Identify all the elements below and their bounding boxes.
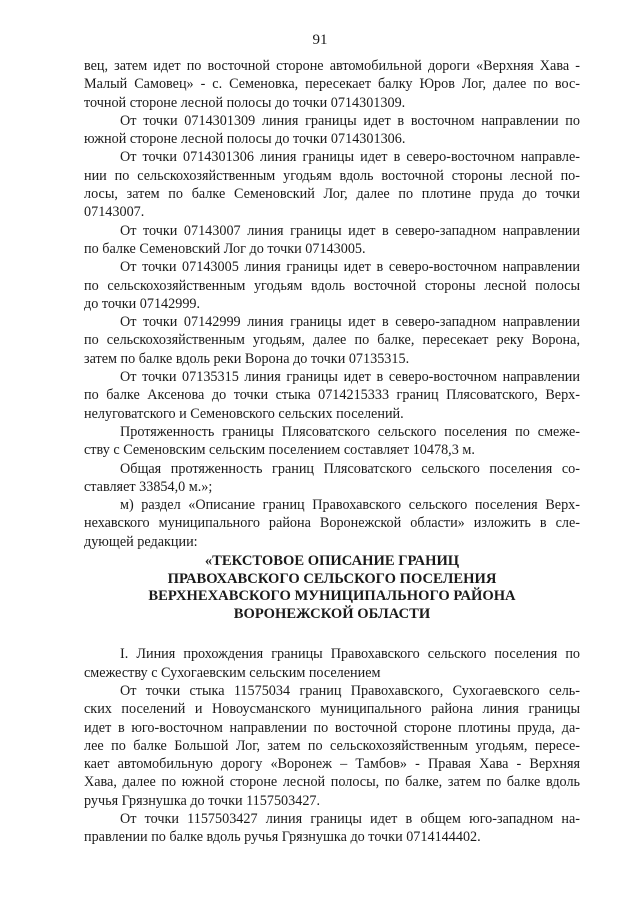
text-line: ручья Грязнушка до точки 1157503427. [84,792,321,809]
paragraph-point-07142999 [84,313,580,368]
text-line: ских поселений и Новоусманского муниципального района линия границы [84,701,580,718]
document-body [84,57,580,847]
text-line: ству с Семеновским сельским поселением составляет 10478,3 м. [84,442,475,459]
text-line: по сельскохозяйственным угодьям вдоль восточной стороны лесной полосы [84,277,580,294]
text-line: идет в юго-восточном направлении по восточной стороне плотины пруда, да- [84,719,580,736]
page-number: 91 [312,32,328,48]
text-line: нелуговатского и Семеновского сельских поселений. [84,405,404,422]
text-line: От точки 07143005 линия границы идет в северо-восточном направлении [120,259,580,276]
paragraph-point-0714301309 [84,112,580,149]
paragraph-point-07143007 [84,222,580,259]
spacer [84,627,580,645]
text-line: Хава, далее по южной стороне лесной полосы, по балке, затем по балке вдоль [84,774,580,791]
text-line: ставляет 33854,0 м.»; [84,478,213,495]
text-line: I. Линия прохождения границы Правохавского сельского поселения по [120,646,580,663]
heading-line: ВОРОНЕЖСКОЙ ОБЛАСТИ [233,605,431,622]
text-line: От точки 0714301306 линия границы идет в северо-восточном направле- [120,149,580,166]
text-line: нии по сельскохозяйственным угодьям вдоль восточной стороны лесной по- [84,167,580,184]
continuation-paragraph [84,57,580,112]
text-line: вец, затем идет по восточной стороне автомобильной дороги «Верхняя Хава - [84,58,580,74]
text-line: От точки 1157503427 линия границы идет в общем юго-западном на- [120,811,580,828]
text-line: лее по балке Большой Лог, затем по сельскохозяйственным угодьям, пересе- [84,737,580,754]
text-line: правлении по балке вдоль ручья Грязнушка до точки 0714144402. [84,829,481,846]
text-line: От точки 07142999 линия границы идет в северо-западном направлении [120,314,580,331]
text-line: От точки 07143007 линия границы идет в северо-западном направлении [120,222,580,239]
paragraph-point-11575034 [84,682,580,810]
text-line: От точки стыка 11575034 границ Правохавского, Сухогаевского сель- [120,682,580,699]
paragraph-point-07143005 [84,258,580,313]
text-line: до точки 07142999. [84,295,201,312]
text-line: по балке Аксенова до точки стыка 0714215333 границ Плясоватского, Верх- [84,387,580,404]
text-line: Малый Самовец» - с. Семеновка, пересекает балку Юров Лог, далее по вос- [84,76,580,93]
section-heading [84,553,580,623]
heading-line: ВЕРХНЕХАВСКОГО МУНИЦИПАЛЬНОГО РАЙОНА [148,588,516,605]
text-line: Общая протяженность границ Плясоватского сельского поселения со- [120,460,580,477]
text-line: по балке Семеновский Лог до точки 07143005. [84,240,366,257]
paragraph-point-1157503427 [84,810,580,847]
text-line: дующей редакции: [84,533,198,550]
text-line: нехавского муниципального района Воронежской области» изложить в сле- [84,515,580,532]
text-line: От точки 0714301309 линия границы идет в восточном направлении по [120,112,580,129]
heading-line: ПРАВОХАВСКОГО СЕЛЬСКОГО ПОСЕЛЕНИЯ [167,570,497,587]
paragraph-point-0714301306 [84,148,580,221]
paragraph-total-length [84,460,580,497]
text-line: Протяженность границы Плясоватского сельского поселения по смеже- [120,423,580,440]
text-line: м) раздел «Описание границ Правохавского сельского поселения Верх- [120,497,580,514]
text-line: точной стороне лесной полосы до точки 0714301309. [84,94,406,111]
text-line: От точки 07135315 линия границы идет в северо-восточном направлении [120,369,580,386]
paragraph-section-m [84,496,580,551]
text-line: затем по балке вдоль реки Ворона до точки 07135315. [84,350,410,367]
text-line: южной стороне лесной полосы до точки 0714301306. [84,131,406,148]
text-line: кает автомобильную дорогу «Воронеж – Тамбов» - Правая Хава - Верхняя [84,756,580,773]
heading-line: «ТЕКСТОВОЕ ОПИСАНИЕ ГРАНИЦ [204,553,460,570]
text-line: лосы, затем по балке Семеновский Лог, далее по плотине пруда до точки [84,186,580,203]
paragraph-section-1-title [84,645,580,682]
text-line: по сельскохозяйственным угодьям, далее по балке, пересекает реку Ворона, [84,332,580,349]
paragraph-boundary-length [84,423,580,460]
paragraph-point-07135315 [84,368,580,423]
text-line: смежеству с Сухогаевским сельским поселением [84,664,381,681]
text-line: 07143007. [84,204,145,221]
